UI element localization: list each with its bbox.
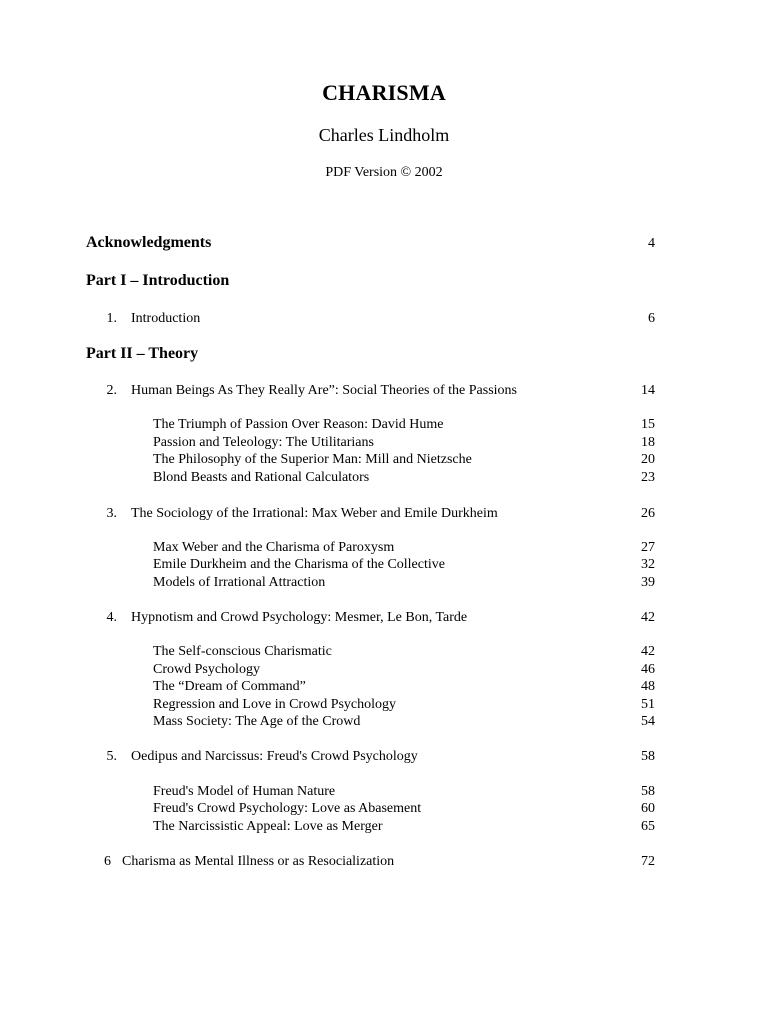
- toc-section-page: 60: [641, 801, 655, 816]
- toc-chapter-6-number: 6: [104, 854, 111, 869]
- toc-acknowledgments-label: Acknowledgments: [86, 234, 212, 251]
- toc-section-page: 58: [641, 784, 655, 799]
- toc-section-page: 48: [641, 679, 655, 694]
- toc-section-page: 23: [641, 470, 655, 485]
- toc-section-label: Blond Beasts and Rational Calculators: [153, 470, 370, 485]
- toc-section-page: 42: [641, 644, 655, 659]
- toc-chapter-6-title: Charisma as Mental Illness or as Resocialization: [122, 854, 395, 869]
- toc-section-page: 51: [641, 697, 655, 712]
- toc-section-page: 32: [641, 557, 655, 572]
- toc-section-label: The “Dream of Command”: [153, 679, 306, 694]
- toc-section-page: 65: [641, 819, 655, 834]
- toc-acknowledgments-page: 4: [648, 236, 655, 251]
- toc-section-label: Crowd Psychology: [153, 662, 260, 677]
- toc-section-page: 27: [641, 540, 655, 555]
- toc-section-page: 20: [641, 452, 655, 467]
- toc-section-label: The Triumph of Passion Over Reason: David Hume: [153, 417, 444, 432]
- toc-chapter-5-number: 5.: [106, 749, 117, 764]
- toc-chapter-1-title: Introduction: [131, 311, 201, 326]
- toc-section-label: Regression and Love in Crowd Psychology: [153, 697, 397, 712]
- toc-part-2-heading: Part II – Theory: [86, 345, 199, 362]
- version-note: PDF Version © 2002: [325, 165, 443, 180]
- toc-section-label: Models of Irrational Attraction: [153, 575, 326, 590]
- toc-section-label: Freud's Crowd Psychology: Love as Abasement: [153, 801, 422, 816]
- toc-section-label: The Self-conscious Charismatic: [153, 644, 332, 659]
- author-name: Charles Lindholm: [318, 125, 450, 145]
- toc-chapter-2-page: 14: [641, 383, 655, 398]
- toc-section-label: Max Weber and the Charisma of Paroxysm: [153, 540, 395, 555]
- toc-section-label: Passion and Teleology: The Utilitarians: [153, 435, 374, 450]
- toc-section-label: The Philosophy of the Superior Man: Mill and Nietzsche: [153, 452, 472, 467]
- toc-chapter-1-number: 1.: [106, 311, 117, 326]
- toc-chapter-3-page: 26: [641, 506, 655, 521]
- toc-chapter-4-number: 4.: [106, 610, 117, 625]
- toc-section-label: Freud's Model of Human Nature: [153, 784, 336, 799]
- toc-chapter-2-title: Human Beings As They Really Are”: Social Theories of the Passions: [131, 383, 517, 398]
- toc-section-page: 39: [641, 575, 655, 590]
- toc-section-page: 18: [641, 435, 655, 450]
- document-title: CHARISMA: [322, 80, 446, 105]
- toc-section-page: 15: [641, 417, 655, 432]
- toc-section-label: The Narcissistic Appeal: Love as Merger: [153, 819, 383, 834]
- toc-part-1-heading: Part I – Introduction: [86, 272, 230, 289]
- toc-chapter-6-page: 72: [641, 854, 655, 869]
- toc-chapter-4-page: 42: [641, 610, 655, 625]
- toc-chapter-5-title: Oedipus and Narcissus: Freud's Crowd Psychology: [131, 749, 418, 764]
- toc-chapter-1-page: 6: [648, 311, 655, 326]
- toc-section-label: Mass Society: The Age of the Crowd: [153, 714, 361, 729]
- toc-section-label: Emile Durkheim and the Charisma of the Collective: [153, 557, 445, 572]
- toc-section-page: 54: [641, 714, 655, 729]
- toc-chapter-5-page: 58: [641, 749, 655, 764]
- toc-chapter-2-number: 2.: [106, 383, 117, 398]
- toc-chapter-3-title: The Sociology of the Irrational: Max Weber and Emile Durkheim: [131, 506, 498, 521]
- toc-section-page: 46: [641, 662, 655, 677]
- toc-chapter-4-title: Hypnotism and Crowd Psychology: Mesmer, Le Bon, Tarde: [131, 610, 468, 625]
- toc-chapter-3-number: 3.: [106, 506, 117, 521]
